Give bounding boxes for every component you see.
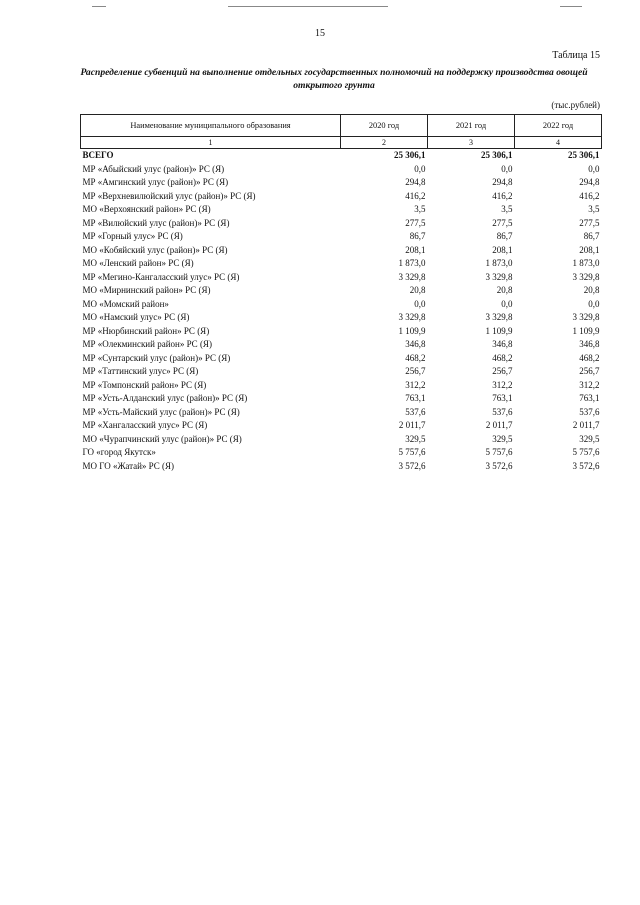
table-row [81, 433, 602, 447]
value-2022: 468,2 [579, 352, 600, 363]
value-2022: 5 757,6 [572, 447, 600, 457]
table-row [81, 325, 602, 339]
value-2020: 416,2 [405, 190, 426, 201]
value-2021: 256,7 [492, 366, 513, 376]
value-2020: 312,2 [405, 379, 426, 390]
municipality-name: МР «Нюрбинский район» РС (Я) [82, 325, 210, 336]
value-2022: 537,6 [579, 406, 600, 417]
table-row [81, 338, 602, 352]
value-2021: 346,8 [492, 339, 513, 349]
table-row [81, 460, 602, 474]
value-2021: 86,7 [496, 231, 513, 241]
table-row [81, 392, 602, 406]
value-2021: 20,8 [496, 285, 513, 295]
table-row [81, 257, 602, 271]
total-label: ВСЕГО [82, 150, 114, 160]
value-2020: 3 329,8 [398, 312, 426, 322]
value-2021: 1 873,0 [485, 258, 513, 268]
municipality-name: МО «Чурапчинский улус (район)» РС (Я) [82, 433, 242, 444]
value-2020: 0,0 [414, 163, 426, 174]
municipality-name: МР «Олекминский район» РС (Я) [82, 339, 212, 349]
value-2022: 277,5 [579, 217, 600, 228]
value-2022: 86,7 [583, 231, 600, 241]
table-row [81, 406, 602, 420]
value-2022: 2 011,7 [572, 420, 600, 430]
municipality-name: МО «Мирнинский район» РС (Я) [82, 285, 211, 295]
header-2022: 2022 год [515, 115, 602, 137]
value-2021: 208,1 [492, 244, 513, 255]
value-2021: 1 109,9 [485, 325, 513, 336]
value-2021: 2 011,7 [485, 420, 513, 430]
value-2021: 3 329,8 [485, 271, 513, 282]
value-2021: 537,6 [492, 406, 513, 417]
value-2021: 763,1 [492, 393, 513, 403]
value-2020: 0,0 [414, 298, 426, 309]
table-row [81, 230, 602, 244]
table-row [81, 217, 602, 231]
municipality-name: МР «Вилюйский улус (район)» РС (Я) [82, 217, 230, 228]
value-2022: 3 329,8 [572, 271, 600, 282]
municipality-name: МР «Горный улус» РС (Я) [82, 231, 183, 241]
value-2022: 294,8 [579, 177, 600, 187]
scan-artifact-line [92, 6, 106, 7]
scan-artifact-line [560, 6, 582, 7]
column-number: 4 [515, 137, 602, 149]
table-row [81, 311, 602, 325]
value-2020: 294,8 [405, 177, 426, 187]
municipality-name: МР «Таттинский улус» РС (Я) [82, 366, 199, 376]
header-2020: 2020 год [341, 115, 428, 137]
table-row [81, 190, 602, 204]
value-2020: 3 329,8 [398, 271, 426, 282]
value-2021: 3 329,8 [485, 312, 513, 322]
municipality-name: МО «Намский улус» РС (Я) [82, 312, 190, 322]
municipality-name: МР «Мегино-Кангаласский улус» РС (Я) [82, 271, 240, 282]
value-2020: 20,8 [409, 285, 426, 295]
value-2020: 537,6 [405, 406, 426, 417]
value-2022: 20,8 [583, 285, 600, 295]
value-2021: 0,0 [501, 163, 513, 174]
table-row [81, 446, 602, 460]
table-caption: Таблица 15 [552, 50, 600, 61]
value-2021: 416,2 [492, 190, 513, 201]
header-2021: 2021 год [428, 115, 515, 137]
municipality-name: МО ГО «Жатай» РС (Я) [82, 460, 175, 471]
header-municipality: Наименование муниципального образования [81, 115, 341, 137]
value-2022: 416,2 [579, 190, 600, 201]
municipality-name: МР «Усть-Алданский улус (район)» РС (Я) [82, 393, 248, 403]
value-2020: 208,1 [405, 244, 426, 255]
value-2022: 0,0 [588, 163, 600, 174]
value-2022: 329,5 [579, 433, 600, 444]
value-2022: 256,7 [579, 366, 600, 376]
value-2020: 1 873,0 [398, 258, 426, 268]
value-2020: 763,1 [405, 393, 426, 403]
table-row [81, 284, 602, 298]
subvention-table [80, 114, 602, 473]
municipality-name: МР «Сунтарский улус (район)» РС (Я) [82, 352, 231, 363]
column-number: 1 [81, 137, 341, 149]
municipality-name: МР «Абыйский улус (район)» РС (Я) [82, 163, 225, 174]
value-2021: 468,2 [492, 352, 513, 363]
municipality-name: МО «Кобяйский улус (район)» РС (Я) [82, 244, 228, 255]
table-row [81, 163, 602, 177]
municipality-name: МР «Усть-Майский улус (район)» РС (Я) [82, 406, 240, 417]
value-2022: 1 873,0 [572, 258, 600, 268]
municipality-name: ГО «город Якутск» [82, 447, 156, 457]
page-number: 15 [315, 28, 325, 39]
value-2020: 86,7 [409, 231, 426, 241]
value-2021: 0,0 [501, 298, 513, 309]
value-2021: 294,8 [492, 177, 513, 187]
value-2022: 3,5 [588, 204, 600, 214]
value-2020: 346,8 [405, 339, 426, 349]
municipality-name: МО «Ленский район» РС (Я) [82, 258, 194, 268]
units-label: (тыс.рублей) [551, 100, 600, 110]
table-row [81, 298, 602, 312]
value-2020: 3,5 [414, 204, 426, 214]
municipality-name: МР «Томпонский район» РС (Я) [82, 379, 207, 390]
total-row [81, 149, 602, 163]
value-2020: 256,7 [405, 366, 426, 376]
total-2022: 25 306,1 [568, 150, 600, 160]
municipality-name: МР «Хангаласский улус» РС (Я) [82, 420, 208, 430]
value-2020: 2 011,7 [398, 420, 426, 430]
value-2022: 3 329,8 [572, 312, 600, 322]
value-2022: 346,8 [579, 339, 600, 349]
value-2022: 1 109,9 [572, 325, 600, 336]
table-row [81, 203, 602, 217]
value-2020: 468,2 [405, 352, 426, 363]
value-2020: 1 109,9 [398, 325, 426, 336]
scan-artifact-line [228, 6, 388, 7]
municipality-name: МР «Верхневилюйский улус (район)» РС (Я) [82, 190, 256, 201]
table-row [81, 352, 602, 366]
value-2022: 3 572,6 [572, 460, 600, 471]
table-row [81, 176, 602, 190]
table-row [81, 419, 602, 433]
total-2021: 25 306,1 [481, 150, 513, 160]
municipality-name: МО «Верхоянский район» РС (Я) [82, 204, 211, 214]
value-2021: 329,5 [492, 433, 513, 444]
table-row [81, 365, 602, 379]
header-row [81, 115, 602, 137]
value-2021: 3 572,6 [485, 460, 513, 471]
value-2022: 208,1 [579, 244, 600, 255]
table-row [81, 244, 602, 258]
column-number-row [81, 137, 602, 149]
value-2020: 3 572,6 [398, 460, 426, 471]
value-2020: 5 757,6 [398, 447, 426, 457]
municipality-name: МР «Амгинский улус (район)» РС (Я) [82, 177, 229, 187]
table-row [81, 379, 602, 393]
value-2021: 312,2 [492, 379, 513, 390]
value-2021: 277,5 [492, 217, 513, 228]
value-2022: 763,1 [579, 393, 600, 403]
table-row [81, 271, 602, 285]
municipality-name: МО «Момский район» [82, 298, 169, 309]
column-number: 3 [428, 137, 515, 149]
document-title: Распределение субвенций на выполнение отдельных государственных полномочий на поддержку производства овощей открытого грунта [80, 67, 588, 91]
value-2020: 329,5 [405, 433, 426, 444]
value-2021: 3,5 [501, 204, 513, 214]
value-2021: 5 757,6 [485, 447, 513, 457]
column-number: 2 [341, 137, 428, 149]
value-2022: 312,2 [579, 379, 600, 390]
value-2020: 277,5 [405, 217, 426, 228]
value-2022: 0,0 [588, 298, 600, 309]
total-2020: 25 306,1 [394, 150, 426, 160]
